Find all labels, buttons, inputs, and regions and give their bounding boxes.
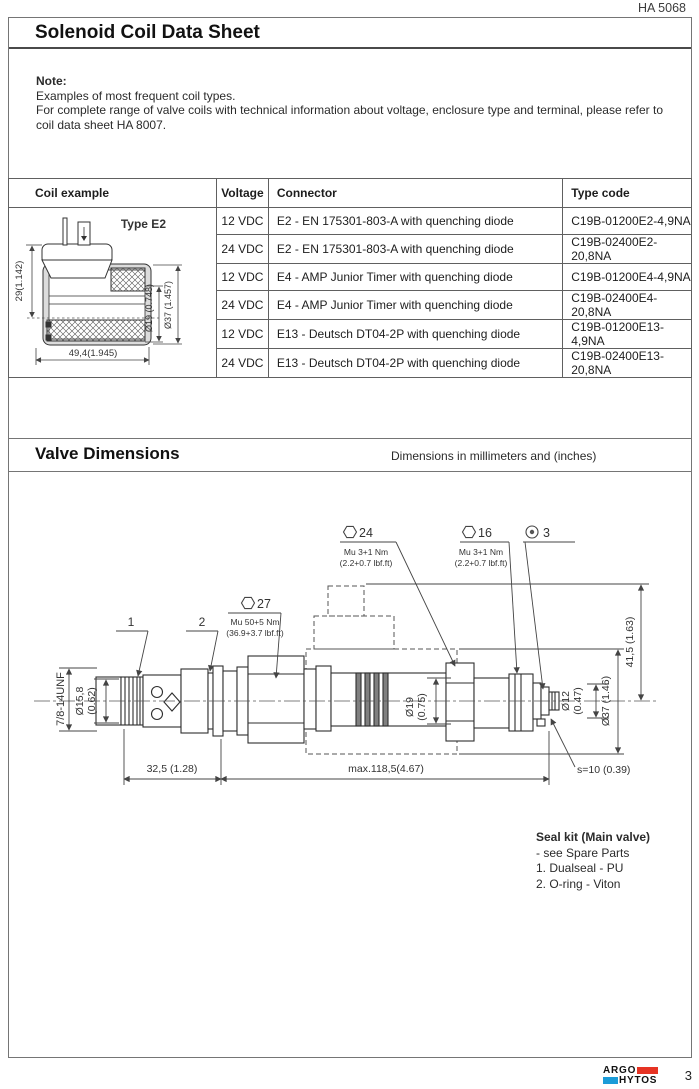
dim-len-1185: max.118,5(4.67): [348, 763, 424, 775]
logo-blue-block: [603, 1077, 618, 1084]
seal-kit-line-3: 2. O-ring - Viton: [536, 876, 621, 891]
seal-kit-line-2: 1. Dualseal - PU: [536, 861, 624, 875]
logo-hytos-text: HYTOS: [619, 1074, 658, 1086]
coil-body: [42, 218, 151, 345]
logo-red-block: [637, 1067, 658, 1074]
dim-s10: s=10 (0.39): [577, 764, 631, 776]
valve-section-title: Valve Dimensions: [35, 444, 180, 463]
table-header-row: [9, 179, 692, 208]
connector-cell: E4 - AMP Junior Timer with quenching diode: [268, 264, 562, 291]
page-title: Solenoid Coil Data Sheet: [35, 22, 260, 43]
voltage-cell: 12 VDC: [217, 264, 269, 291]
voltage-cell: 12 VDC: [217, 208, 269, 235]
coil-dim-width: 49,4(1.945): [68, 348, 118, 359]
valve-body: [96, 656, 559, 743]
coil-dim-d19: Ø19 (0.748): [144, 283, 154, 333]
note-line-1: Examples of most frequent coil types.: [36, 88, 236, 103]
socket-key-icon-dot: [530, 530, 534, 534]
dim-len-325: 32,5 (1.28): [146, 763, 198, 775]
logo-argo-text: ARGO: [603, 1064, 637, 1076]
callout-24-size: 24: [359, 526, 373, 540]
item-label-1: 1: [127, 615, 135, 629]
coil-drawing: [9, 208, 194, 370]
dim-d158-in: (0.62): [86, 687, 98, 715]
callout-27-torque: Mu 50+5 Nm: [230, 617, 280, 627]
column-header-coil-example: Coil example: [9, 179, 217, 208]
argo-hytos-logo: [603, 1065, 658, 1085]
dim-d158: Ø15,8: [74, 686, 86, 716]
callout-16-torque: Mu 3+1 Nm: [458, 547, 504, 557]
thread-label: 7/8-14UNF: [55, 672, 67, 726]
callout-27-torque-in: (36.9+3.7 lbf.ft): [226, 628, 284, 638]
content-frame: [8, 17, 692, 1058]
callout-16-torque-in: (2.2+0.7 lbf.ft): [454, 558, 508, 568]
seal-kit-title: Seal kit (Main valve): [536, 830, 651, 844]
coil-example-cell: [9, 208, 217, 378]
type-code-cell: C19B-02400E13-20,8NA: [563, 349, 692, 378]
dim-d19-in: (0.75): [416, 693, 428, 721]
hex-key-icon-27: [242, 597, 255, 608]
voltage-cell: 24 VDC: [217, 235, 269, 264]
voltage-cell: 24 VDC: [217, 349, 269, 378]
column-header-type-code: Type code: [563, 179, 692, 208]
dim-d19: Ø19: [404, 697, 416, 717]
type-code-cell: C19B-02400E2-20,8NA: [563, 235, 692, 264]
callout-27-size: 27: [257, 597, 271, 611]
dim-d12: Ø12: [560, 691, 572, 711]
connector-cell: E2 - EN 175301-803-A with quenching diode: [268, 208, 562, 235]
coil-section-header: [9, 18, 691, 49]
voltage-cell: 12 VDC: [217, 320, 269, 349]
callout-16-size: 16: [478, 526, 492, 540]
note-label: Note:: [36, 74, 67, 88]
connector-cell: E2 - EN 175301-803-A with quenching diode: [268, 235, 562, 264]
callout-24-torque-in: (2.2+0.7 lbf.ft): [339, 558, 393, 568]
seal-kit-line-1: - see Spare Parts: [536, 845, 630, 860]
coil-type-label: Type E2: [120, 217, 166, 231]
type-code-cell: C19B-02400E4-20,8NA: [563, 291, 692, 320]
valve-drawing: [9, 471, 692, 811]
dim-d37: Ø37 (1.46): [600, 675, 612, 727]
voltage-cell: 24 VDC: [217, 291, 269, 320]
column-header-connector: Connector: [268, 179, 562, 208]
type-code-cell: C19B-01200E2-4,9NA: [563, 208, 692, 235]
dim-d12-in: (0.47): [572, 687, 584, 715]
document-number: HA 5068: [638, 1, 686, 15]
page-number: 3: [684, 1068, 692, 1083]
coil-dim-height: 29(1.142): [14, 260, 25, 302]
table-row: [9, 208, 692, 235]
dim-h415: 41,5 (1.63): [624, 616, 636, 668]
connector-cell: E4 - AMP Junior Timer with quenching diode: [268, 291, 562, 320]
connector-cell: E13 - Deutsch DT04-2P with quenching diode: [268, 320, 562, 349]
units-note: Dimensions in millimeters and (inches): [391, 449, 597, 463]
item-label-2: 2: [198, 615, 206, 629]
coil-table: [8, 178, 692, 378]
note-block: [36, 74, 666, 132]
valve-section-header: [9, 438, 691, 472]
hex-key-icon-16: [463, 526, 476, 537]
hex-key-icon-24: [344, 526, 357, 537]
seal-kit-note: [536, 830, 650, 892]
connector-cell: E13 - Deutsch DT04-2P with quenching diode: [268, 349, 562, 378]
type-code-cell: C19B-01200E13-4,9NA: [563, 320, 692, 349]
coil-dim-d37: Ø37 (1.457): [163, 280, 173, 330]
callout-3-size: 3: [543, 526, 550, 540]
type-code-cell: C19B-01200E4-4,9NA: [563, 264, 692, 291]
callout-24-torque: Mu 3+1 Nm: [343, 547, 389, 557]
column-header-voltage: Voltage: [217, 179, 269, 208]
note-line-2: For complete range of valve coils with technical information about voltage, enclosure type and terminal, please refer to coil data sheet HA 8007.: [36, 103, 663, 132]
